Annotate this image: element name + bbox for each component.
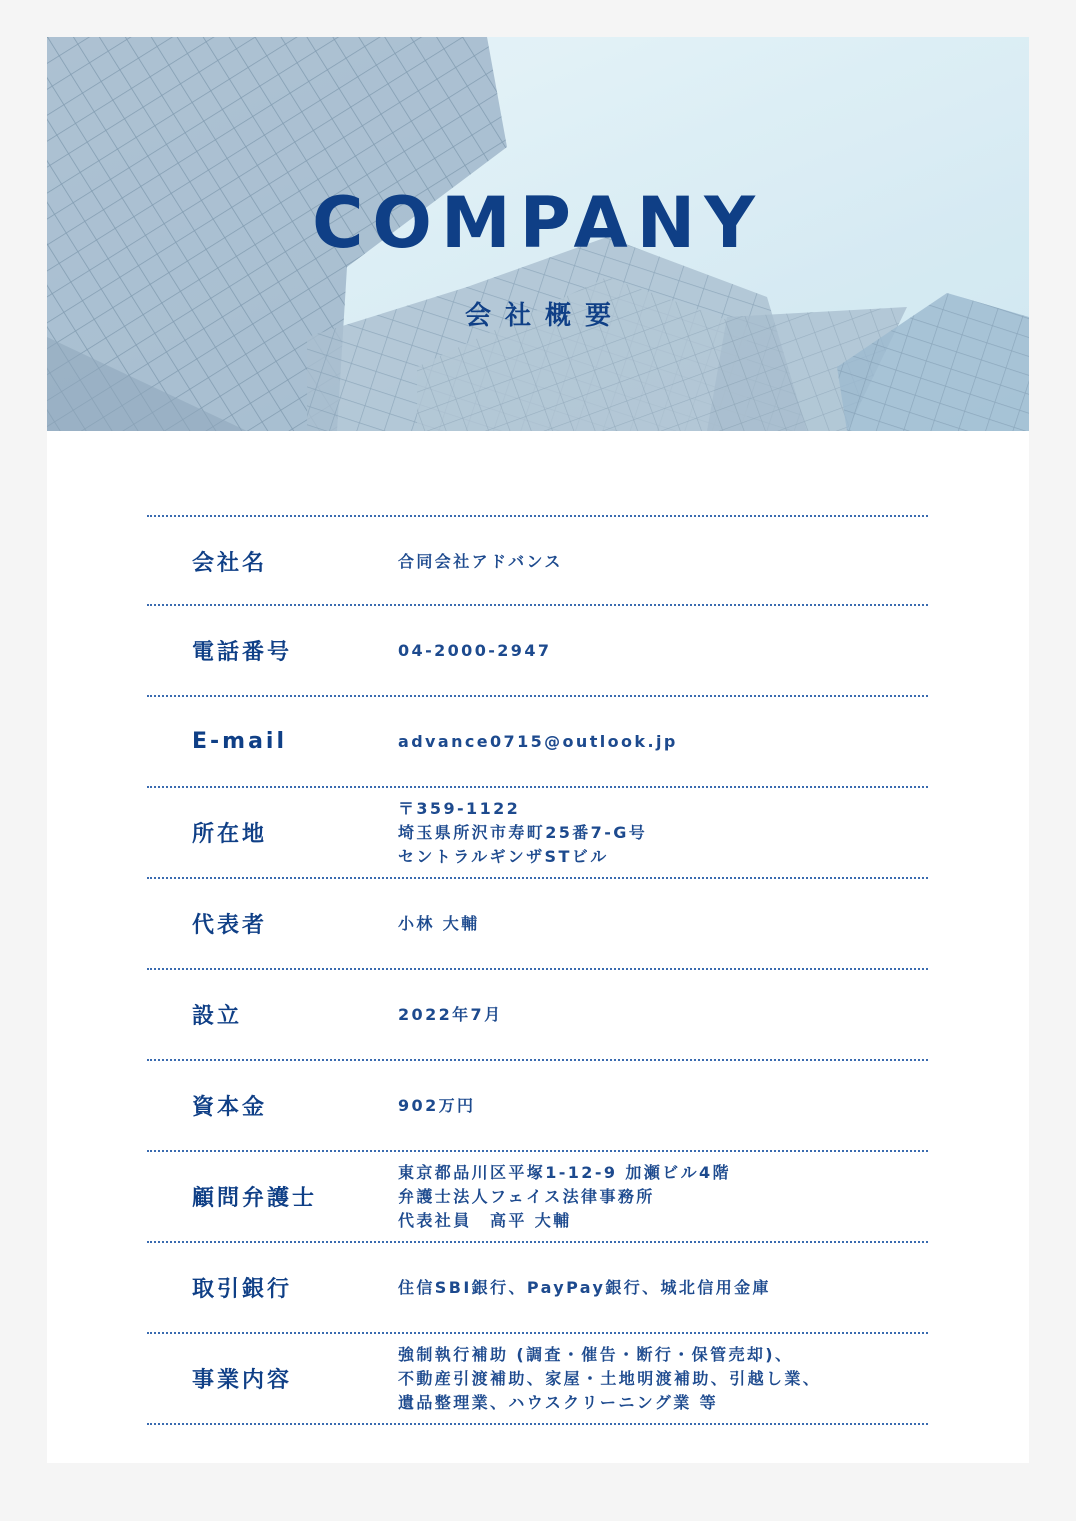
row-value bbox=[398, 970, 918, 1059]
value-line: 強制執行補助 (調査・催告・断行・保管売却)、 bbox=[398, 1344, 794, 1364]
info-row-business bbox=[147, 1334, 928, 1425]
value-line: 遺品整理業、ハウスクリーニング業 等 bbox=[398, 1392, 718, 1412]
value-line: 埼玉県所沢市寿町25番7-G号 bbox=[398, 822, 648, 842]
page-title: COMPANY bbox=[312, 182, 764, 264]
value-line: 不動産引渡補助、家屋・土地明渡補助、引越し業、 bbox=[398, 1368, 822, 1388]
info-row-established bbox=[147, 970, 928, 1061]
value-line: 〒359-1122 bbox=[398, 798, 521, 818]
row-value bbox=[398, 1334, 918, 1423]
row-value bbox=[398, 1243, 918, 1332]
info-row-phone bbox=[147, 606, 928, 697]
info-row-address bbox=[147, 788, 928, 879]
info-row-email bbox=[147, 697, 928, 788]
info-row-capital bbox=[147, 1061, 928, 1152]
row-value bbox=[398, 517, 918, 606]
value-line: 2022年7月 bbox=[398, 1004, 503, 1024]
row-label: 顧問弁護士 bbox=[192, 1186, 318, 1211]
info-row-company-name bbox=[147, 515, 928, 606]
info-row-representative bbox=[147, 879, 928, 970]
row-value bbox=[398, 1061, 918, 1150]
row-label: 設立 bbox=[192, 1004, 243, 1029]
value-line: 代表社員 高平 大輔 bbox=[398, 1210, 572, 1230]
info-row-banks bbox=[147, 1243, 928, 1334]
row-label: 電話番号 bbox=[192, 640, 293, 665]
hero-banner bbox=[47, 37, 1029, 431]
value-line: advance0715@outlook.jp bbox=[398, 731, 678, 751]
row-value bbox=[398, 697, 918, 786]
row-label: 所在地 bbox=[192, 822, 268, 847]
value-line: 902万円 bbox=[398, 1095, 476, 1115]
company-profile-page bbox=[47, 37, 1029, 1463]
value-line: 小林 大輔 bbox=[398, 913, 480, 933]
row-value bbox=[398, 879, 918, 968]
row-value bbox=[398, 606, 918, 695]
row-label: E-mail bbox=[192, 729, 288, 754]
page-subtitle: 会社概要 bbox=[464, 301, 625, 331]
row-label: 代表者 bbox=[192, 913, 268, 938]
row-label: 取引銀行 bbox=[192, 1277, 293, 1302]
info-row-legal-advisor bbox=[147, 1152, 928, 1243]
row-label: 会社名 bbox=[192, 551, 268, 576]
row-label: 事業内容 bbox=[192, 1368, 293, 1393]
row-value bbox=[398, 788, 918, 877]
company-info-table bbox=[147, 515, 928, 1425]
row-label: 資本金 bbox=[192, 1095, 268, 1120]
value-line: 住信SBI銀行、PayPay銀行、城北信用金庫 bbox=[398, 1277, 771, 1297]
value-line: 弁護士法人フェイス法律事務所 bbox=[398, 1186, 655, 1206]
row-value bbox=[398, 1152, 918, 1241]
value-line: 東京都品川区平塚1-12-9 加瀬ビル4階 bbox=[398, 1162, 731, 1182]
value-line: 04-2000-2947 bbox=[398, 640, 552, 660]
value-line: セントラルギンザSTビル bbox=[398, 846, 609, 866]
value-line: 合同会社アドバンス bbox=[398, 551, 563, 571]
